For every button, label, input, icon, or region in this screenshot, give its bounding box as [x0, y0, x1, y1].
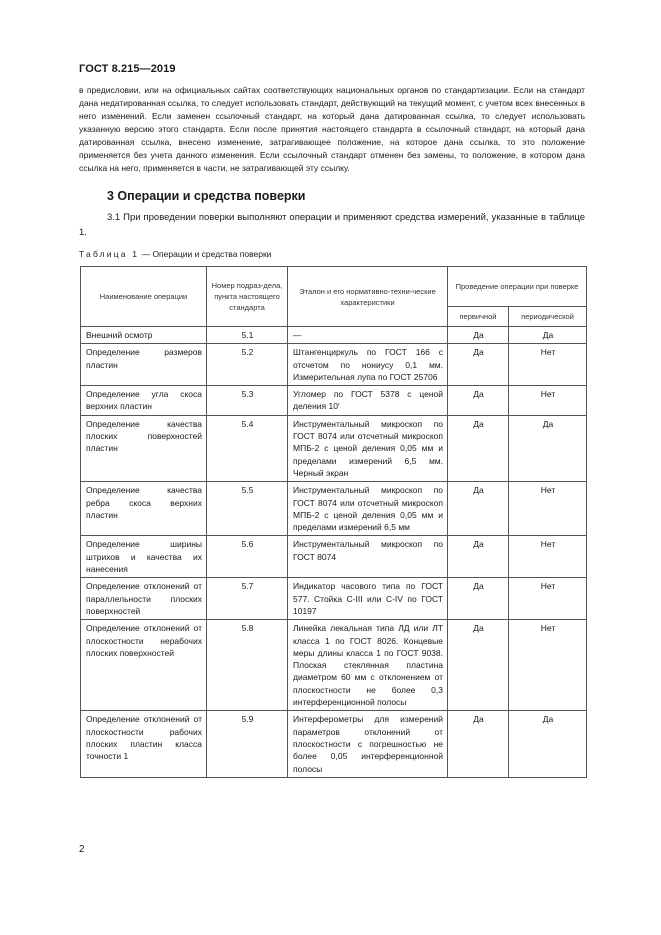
periodic-cell: Да	[509, 327, 587, 344]
periodic-cell: Да	[509, 415, 587, 481]
section-number-cell: 5.7	[207, 578, 288, 620]
primary-cell: Да	[448, 536, 509, 578]
operation-name-cell: Определение отклонений от плоскостности нерабочих плоских поверхностей	[81, 620, 207, 711]
header-section-number: Номер подраз-дела, пункта настоящего стандарта	[207, 267, 288, 327]
operation-name-cell: Определение качества ребра скоса верхних пластин	[81, 482, 207, 536]
etalon-cell: Интерферометры для измерений параметров отклонений от плоскостности с погрешностью не более 0,05 интерференционной полосы	[288, 711, 448, 777]
header-etalon: Эталон и его нормативно-техни-ческие характеристики	[288, 267, 448, 327]
etalon-cell: Инструментальный микроскоп по ГОСТ 8074 или отсчетный микроскоп МПБ-2 с ценой деления 0,05 мм и пределами измерений 6,5 мм	[288, 482, 448, 536]
periodic-cell: Нет	[509, 482, 587, 536]
section-number-cell: 5.3	[207, 386, 288, 416]
table-caption-label: Таблица 1	[79, 249, 140, 259]
etalon-cell: Индикатор часового типа по ГОСТ 577. Стойка С-III или С-IV по ГОСТ 10197	[288, 578, 448, 620]
section-number-cell: 5.8	[207, 620, 288, 711]
page-number: 2	[79, 844, 85, 855]
header-periodic: периодической	[509, 307, 587, 327]
primary-cell: Да	[448, 386, 509, 416]
etalon-cell: Инструментальный микроскоп по ГОСТ 8074	[288, 536, 448, 578]
header-conduct: Проведение операции при поверке	[448, 267, 587, 307]
table-row	[81, 482, 587, 536]
etalon-cell: Штангенциркуль по ГОСТ 166 с отсчетом по нониусу 0,1 мм. Измерительная лупа по ГОСТ 25706	[288, 344, 448, 386]
operation-name-cell: Внешний осмотр	[81, 327, 207, 344]
section-number-cell: 5.4	[207, 415, 288, 481]
etalon-cell: Инструментальный микроскоп по ГОСТ 8074 или отсчетный микроскоп МПБ-2 с ценой деления 0,05 мм и пределами измерений 6,5 мм. Черный экран	[288, 415, 448, 481]
etalon-cell: —	[288, 327, 448, 344]
section-number-cell: 5.2	[207, 344, 288, 386]
section-number-cell: 5.5	[207, 482, 288, 536]
intro-paragraph: в предисловии, или на официальных сайтах соответствующих национальных органов по стандартизации. Если на стандарт дана недатированная ссылка, то следует использовать стандарт, действующий на текущий момент, с учетом всех внесенных в него изменений. Если заменен ссылочный стандарт, на который дана датированная ссылка, то следует использовать указанную версию этого стандарта. Если после принятия настоящего стандарта в ссылочный стандарт, на который дана датированная ссылка, внесено изменение, затрагивающее положение, на которое дана ссылка, то это положение применяется без учета данного изменения. Если ссылочный стандарт отменен без замены, то положение, в котором дана ссылка на него, применяется в части, не затрагивающей эту ссылку.	[79, 85, 585, 173]
primary-cell: Да	[448, 578, 509, 620]
primary-cell: Да	[448, 482, 509, 536]
table-row	[81, 327, 587, 344]
section-number-cell: 5.1	[207, 327, 288, 344]
operation-name-cell: Определение размеров пластин	[81, 344, 207, 386]
operation-name-cell: Определение угла скоса верхних пластин	[81, 386, 207, 416]
periodic-cell: Нет	[509, 536, 587, 578]
operation-name-cell: Определение отклонений от параллельности плоских поверхностей	[81, 578, 207, 620]
section-number-cell: 5.9	[207, 711, 288, 777]
etalon-cell: Линейка лекальная типа ЛД или ЛТ класса 1 по ГОСТ 8026. Концевые меры длины класса 1 по ГОСТ 9038. Плоская стеклянная пластина диаметром 60 мм с отклонением от плоскостности не более 0,3 интерференционной полосы	[288, 620, 448, 711]
primary-cell: Да	[448, 620, 509, 711]
primary-cell: Да	[448, 415, 509, 481]
primary-cell: Да	[448, 327, 509, 344]
table-caption-title: — Операции и средства поверки	[139, 249, 272, 259]
operation-name-cell: Определение качества плоских поверхностей пластин	[81, 415, 207, 481]
table-row	[81, 711, 587, 777]
primary-cell: Да	[448, 344, 509, 386]
table-row	[81, 578, 587, 620]
periodic-cell: Нет	[509, 578, 587, 620]
header-operation-name: Наименование операции	[81, 267, 207, 327]
table-row	[81, 620, 587, 711]
section-number-cell: 5.6	[207, 536, 288, 578]
table-row	[81, 536, 587, 578]
operations-table	[80, 266, 587, 778]
table-row	[81, 344, 587, 386]
operation-name-cell: Определение отклонений от плоскостности рабочих плоских пластин класса точности 1	[81, 711, 207, 777]
periodic-cell: Нет	[509, 386, 587, 416]
operation-name-cell: Определение ширины штрихов и качества их нанесения	[81, 536, 207, 578]
etalon-cell: Угломер по ГОСТ 5378 с ценой деления 10′	[288, 386, 448, 416]
table-row	[81, 386, 587, 416]
periodic-cell: Нет	[509, 620, 587, 711]
header-primary: первичной	[448, 307, 509, 327]
table-row	[81, 415, 587, 481]
table-body	[81, 327, 587, 778]
section-title: 3 Операции и средства поверки	[107, 189, 306, 203]
periodic-cell: Нет	[509, 344, 587, 386]
table-caption	[79, 249, 271, 259]
intro-text	[79, 84, 585, 175]
periodic-cell: Да	[509, 711, 587, 777]
document-header: ГОСТ 8.215—2019	[79, 63, 176, 75]
primary-cell: Да	[448, 711, 509, 777]
section-paragraph: 3.1 При проведении поверки выполняют операции и применяют средства измерений, указанные в таблице 1.	[79, 212, 585, 238]
